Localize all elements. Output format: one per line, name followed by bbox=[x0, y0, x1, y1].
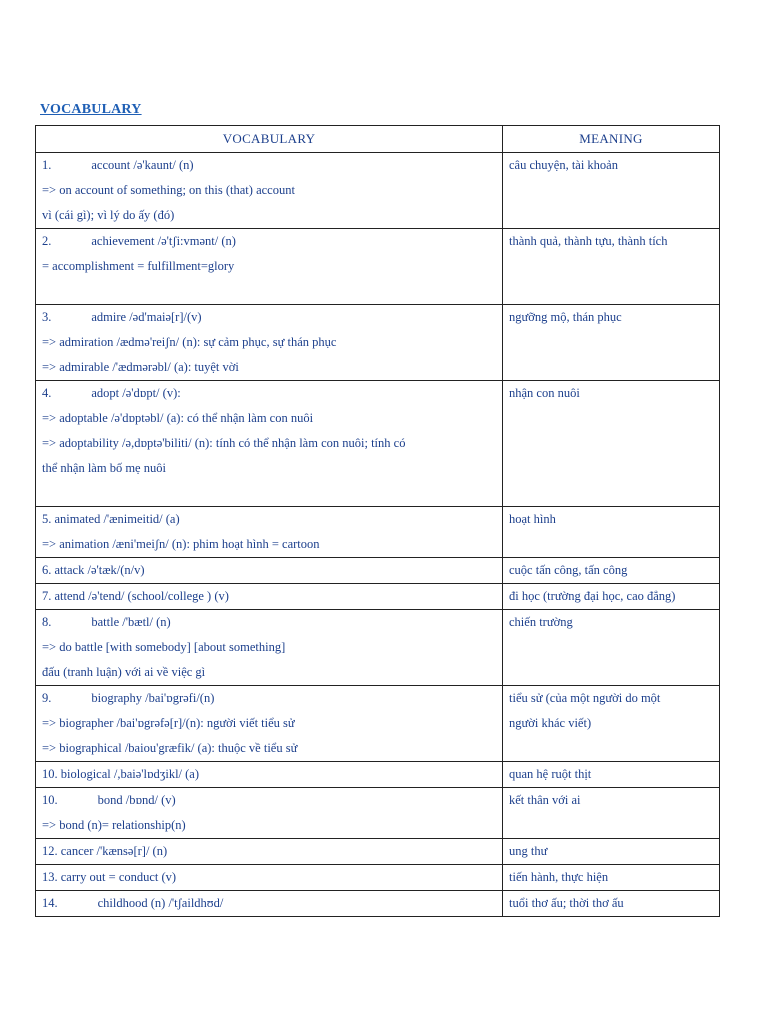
table-row bbox=[36, 686, 720, 762]
vocabulary-text: => biographical /baiou'græfik/ (a): thuộc về tiểu sử bbox=[42, 741, 298, 755]
meaning-cell bbox=[503, 305, 720, 381]
meaning-cell bbox=[503, 762, 720, 788]
vocabulary-line bbox=[42, 481, 496, 506]
table-row bbox=[36, 762, 720, 788]
entry-number: 1. bbox=[42, 158, 52, 172]
vocabulary-text: 10. biological /,baiə'lɒdʒikl/ (a) bbox=[42, 767, 200, 781]
table-row bbox=[36, 584, 720, 610]
vocabulary-text: => do battle [with somebody] [about something] bbox=[42, 640, 286, 654]
meaning-text: thành quả, thành tựu, thành tích bbox=[509, 234, 668, 248]
vocabulary-line bbox=[42, 788, 496, 813]
vocabulary-text: đấu (tranh luận) với ai về việc gì bbox=[42, 665, 206, 679]
vocabulary-text: biography /bai'ɒgrəfi/(n) bbox=[91, 691, 215, 705]
vocabulary-cell bbox=[36, 865, 503, 891]
vocabulary-line bbox=[42, 381, 496, 406]
vocabulary-cell bbox=[36, 788, 503, 839]
vocabulary-text: => adoptability /ə,dɒptə'biliti/ (n): tính có thể nhận làm con nuôi; tính có bbox=[42, 436, 406, 450]
vocabulary-cell bbox=[36, 839, 503, 865]
vocabulary-text: 6. attack /ə'tæk/(n/v) bbox=[42, 563, 145, 577]
vocabulary-text: = accomplishment = fulfillment=glory bbox=[42, 259, 235, 273]
meaning-text: tuổi thơ ấu; thời thơ ấu bbox=[509, 896, 624, 910]
vocabulary-cell bbox=[36, 381, 503, 507]
meaning-text: câu chuyện, tài khoản bbox=[509, 158, 618, 172]
vocabulary-text: childhood (n) /'tʃaildhʊd/ bbox=[97, 896, 224, 910]
meaning-cell bbox=[503, 153, 720, 229]
vocabulary-text: => animation /æni'meiʃn/ (n): phim hoạt hình = cartoon bbox=[42, 537, 320, 551]
vocabulary-line bbox=[42, 178, 496, 203]
meaning-text: chiến trường bbox=[509, 615, 573, 629]
meaning-text: nhận con nuôi bbox=[509, 386, 580, 400]
table-body bbox=[36, 153, 720, 917]
vocabulary-cell bbox=[36, 507, 503, 558]
vocabulary-line bbox=[42, 762, 496, 787]
meaning-cell bbox=[503, 891, 720, 917]
table-header-row bbox=[36, 126, 720, 153]
meaning-text: kết thân với ai bbox=[509, 793, 581, 807]
vocabulary-cell bbox=[36, 229, 503, 305]
vocabulary-text: 13. carry out = conduct (v) bbox=[42, 870, 177, 884]
vocabulary-line bbox=[42, 839, 496, 864]
column-header-vocabulary: VOCABULARY bbox=[36, 126, 503, 153]
meaning-text: hoạt hình bbox=[509, 512, 556, 526]
entry-number: 10. bbox=[42, 793, 58, 807]
vocabulary-text: 5. animated /'ænimeitid/ (a) bbox=[42, 512, 180, 526]
vocabulary-line bbox=[42, 610, 496, 635]
vocabulary-line bbox=[42, 711, 496, 736]
meaning-text: ngưỡng mộ, thán phục bbox=[509, 310, 622, 324]
vocabulary-line bbox=[42, 229, 496, 254]
table-row bbox=[36, 610, 720, 686]
meaning-text: người khác viết) bbox=[509, 716, 592, 730]
vocabulary-text: battle /'bætl/ (n) bbox=[91, 615, 171, 629]
vocabulary-cell bbox=[36, 305, 503, 381]
entry-number: 2. bbox=[42, 234, 52, 248]
meaning-text: đi học (trường đại học, cao đẳng) bbox=[509, 589, 676, 603]
table-row bbox=[36, 891, 720, 917]
vocabulary-line bbox=[42, 686, 496, 711]
table-row bbox=[36, 507, 720, 558]
meaning-cell bbox=[503, 839, 720, 865]
vocabulary-line bbox=[42, 279, 496, 304]
meaning-text: cuộc tấn công, tấn công bbox=[509, 563, 628, 577]
vocabulary-text: => biographer /bai'ɒgrəfə[r]/(n): người viết tiểu sử bbox=[42, 716, 295, 730]
table-row bbox=[36, 788, 720, 839]
table-row bbox=[36, 153, 720, 229]
column-header-meaning: MEANING bbox=[503, 126, 720, 153]
vocabulary-text: adopt /ə'dɒpt/ (v): bbox=[91, 386, 181, 400]
meaning-cell bbox=[503, 610, 720, 686]
vocabulary-cell bbox=[36, 610, 503, 686]
entry-number: 8. bbox=[42, 615, 52, 629]
table-row bbox=[36, 305, 720, 381]
vocabulary-text: account /ə'kaunt/ (n) bbox=[91, 158, 194, 172]
vocabulary-line bbox=[42, 456, 496, 481]
entry-number: 14. bbox=[42, 896, 58, 910]
vocabulary-cell bbox=[36, 558, 503, 584]
table-row bbox=[36, 839, 720, 865]
vocabulary-text: admire /əd'maiə[r]/(v) bbox=[91, 310, 202, 324]
vocabulary-text: => on account of something; on this (that) account bbox=[42, 183, 295, 197]
vocabulary-text: => admirable /'ædmərəbl/ (a): tuyệt vời bbox=[42, 360, 239, 374]
vocabulary-cell bbox=[36, 153, 503, 229]
vocabulary-cell bbox=[36, 891, 503, 917]
table-row bbox=[36, 381, 720, 507]
vocabulary-text: achievement /ə'tʃi:vmənt/ (n) bbox=[91, 234, 236, 248]
meaning-text: tiểu sử (của một người do một bbox=[509, 691, 661, 705]
vocabulary-text: thể nhận làm bố mẹ nuôi bbox=[42, 461, 166, 475]
vocabulary-line bbox=[42, 254, 496, 279]
vocabulary-line bbox=[42, 305, 496, 330]
entry-number: 3. bbox=[42, 310, 52, 324]
vocabulary-line bbox=[42, 558, 496, 583]
vocabulary-text: bond /bɒnd/ (v) bbox=[97, 793, 176, 807]
meaning-text: quan hệ ruột thịt bbox=[509, 767, 592, 781]
page-title: VOCABULARY bbox=[40, 102, 142, 117]
meaning-cell bbox=[503, 788, 720, 839]
vocabulary-cell bbox=[36, 762, 503, 788]
vocabulary-line bbox=[42, 330, 496, 355]
vocabulary-cell bbox=[36, 686, 503, 762]
meaning-text: ung thư bbox=[509, 844, 548, 858]
vocabulary-cell bbox=[36, 584, 503, 610]
vocabulary-text: => adoptable /ə'dɒptəbl/ (a): có thể nhận làm con nuôi bbox=[42, 411, 314, 425]
vocabulary-line bbox=[42, 865, 496, 890]
table-row bbox=[36, 558, 720, 584]
vocabulary-line bbox=[42, 891, 496, 916]
vocabulary-line bbox=[42, 507, 496, 532]
meaning-cell bbox=[503, 686, 720, 762]
vocabulary-text: 12. cancer /'kænsə[r]/ (n) bbox=[42, 844, 168, 858]
meaning-cell bbox=[503, 558, 720, 584]
meaning-cell bbox=[503, 381, 720, 507]
table-row bbox=[36, 865, 720, 891]
vocabulary-line bbox=[42, 406, 496, 431]
vocabulary-table bbox=[35, 125, 720, 917]
vocabulary-line bbox=[42, 736, 496, 761]
meaning-text: tiến hành, thực hiện bbox=[509, 870, 609, 884]
vocabulary-text: vì (cái gì); vì lý do ấy (đó) bbox=[42, 208, 175, 222]
meaning-cell bbox=[503, 584, 720, 610]
meaning-cell bbox=[503, 865, 720, 891]
vocabulary-line bbox=[42, 813, 496, 838]
vocabulary-line bbox=[42, 660, 496, 685]
vocabulary-text: => bond (n)= relationship(n) bbox=[42, 818, 186, 832]
vocabulary-text: => admiration /ædmə'reiʃn/ (n): sự cảm phục, sự thán phục bbox=[42, 335, 337, 349]
vocabulary-line bbox=[42, 153, 496, 178]
vocabulary-text: 7. attend /ə'tend/ (school/college ) (v) bbox=[42, 589, 229, 603]
meaning-cell bbox=[503, 507, 720, 558]
entry-number: 9. bbox=[42, 691, 52, 705]
vocabulary-line bbox=[42, 635, 496, 660]
vocabulary-line bbox=[42, 203, 496, 228]
vocabulary-line bbox=[42, 532, 496, 557]
table-row bbox=[36, 229, 720, 305]
vocabulary-line bbox=[42, 431, 496, 456]
vocabulary-line bbox=[42, 584, 496, 609]
meaning-cell bbox=[503, 229, 720, 305]
entry-number: 4. bbox=[42, 386, 52, 400]
vocabulary-line bbox=[42, 355, 496, 380]
